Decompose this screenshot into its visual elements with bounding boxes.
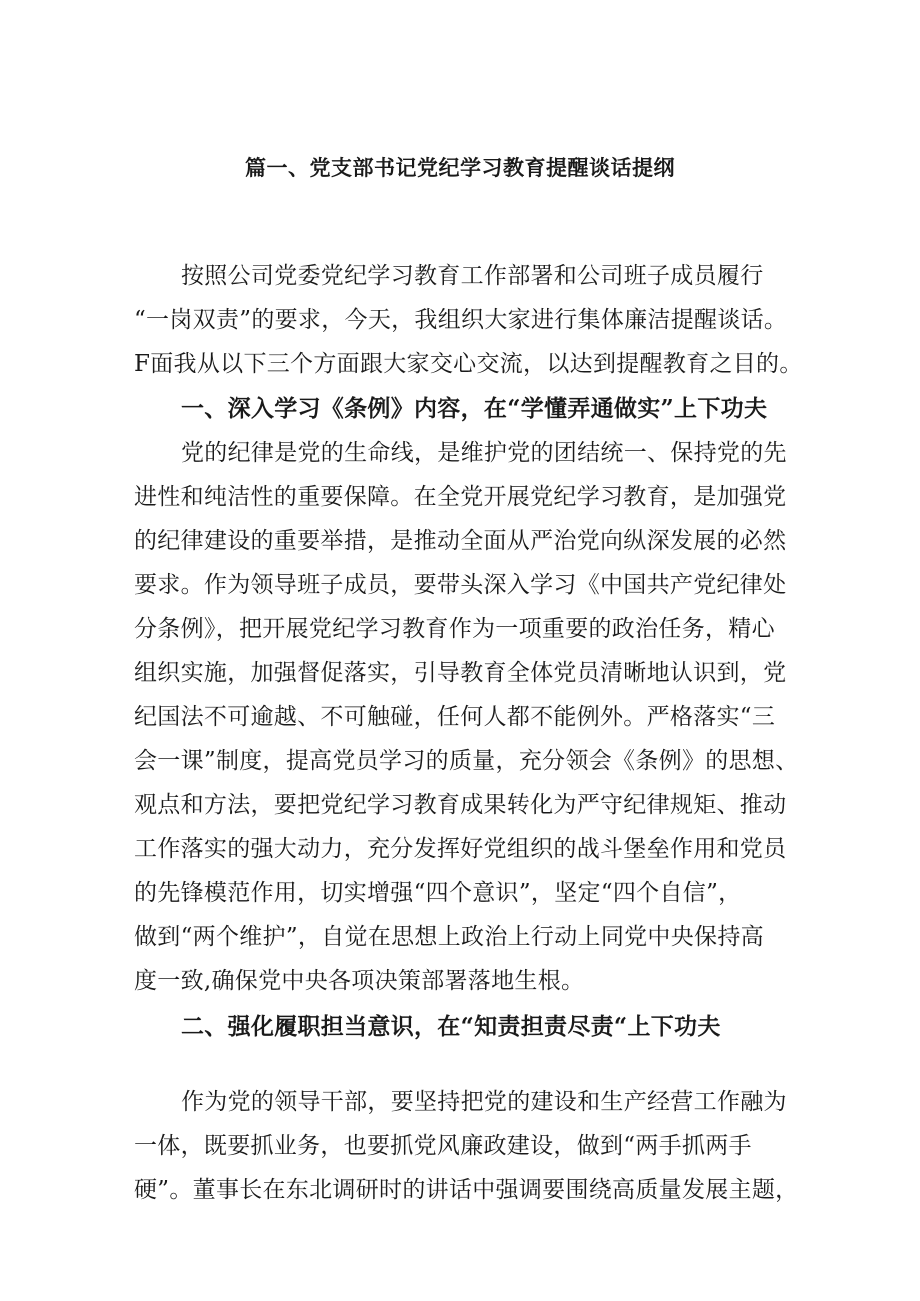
paragraph-line: 党的纪律是党的生命线，是维护党的团结统一、保持党的先 bbox=[181, 440, 787, 466]
paragraph-line: “一岗双责”的要求，今天，我组织大家进行集体廉洁提醒谈话。 bbox=[134, 307, 788, 333]
paragraph-line: 组织实施，加强督促落实，引导教育全体党员清晰地认识到，党 bbox=[134, 660, 787, 686]
section-heading-1: 一、深入学习《条例》内容，在“学懂弄通做实”上下功夫 bbox=[181, 395, 768, 422]
paragraph-line: 会一课”制度，提高党员学习的质量，充分领会《条例》的思想、 bbox=[134, 748, 799, 774]
paragraph-line: 的先锋模范作用，切实增强“四个意识”，坚定“四个自信”， bbox=[134, 880, 742, 906]
paragraph-line: F面我从以下三个方面跟大家交心交流，以达到提醒教育之目的。 bbox=[134, 351, 803, 377]
paragraph-line: 工作落实的强大动力，充分发挥好党组织的战斗堡垒作用和党员 bbox=[134, 836, 787, 862]
paragraph-line: 分条例》，把开展党纪学习教育作为一项重要的政治任务，精心 bbox=[134, 616, 775, 642]
paragraph-line: 观点和方法，要把党纪学习教育成果转化为严守纪律规矩、推动 bbox=[134, 792, 787, 818]
paragraph-line: 做到“两个维护”，自觉在思想上政治上行动上同党中央保持高 bbox=[134, 924, 764, 950]
paragraph-line: 度一致,确保党中央各项决策部署落地生根。 bbox=[134, 968, 585, 994]
paragraph-line: 硬”。董事长在东北调研时的讲话中强调要围绕高质量发展主题， bbox=[134, 1177, 799, 1203]
paragraph-line: 的纪律建设的重要举措，是推动全面从严治党向纵深发展的必然 bbox=[134, 528, 787, 554]
document-title: 篇一、党支部书记党纪学习教育提醒谈话提纲 bbox=[245, 155, 675, 180]
paragraph-line: 要求。作为领导班子成员，要带头深入学习《中国共产党纪律处 bbox=[134, 572, 787, 598]
section-heading-2: 二、强化履职担当意识，在“知责担责尽责“上下功夫 bbox=[181, 1013, 721, 1040]
paragraph-line: 按照公司党委党纪学习教育工作部署和公司班子成员履行 bbox=[181, 263, 764, 289]
paragraph-line: 进性和纯洁性的重要保障。在全党开展党纪学习教育，是加强党 bbox=[134, 484, 787, 510]
paragraph-line: 一体，既要抓业务，也要抓党风廉政建设，做到“两手抓两手 bbox=[134, 1133, 752, 1159]
paragraph-line: 纪国法不可逾越、不可触碰，任何人都不能例外。严格落实“三 bbox=[134, 704, 776, 730]
paragraph-line: 作为党的领导干部，要坚持把党的建设和生产经营工作融为 bbox=[181, 1089, 787, 1115]
